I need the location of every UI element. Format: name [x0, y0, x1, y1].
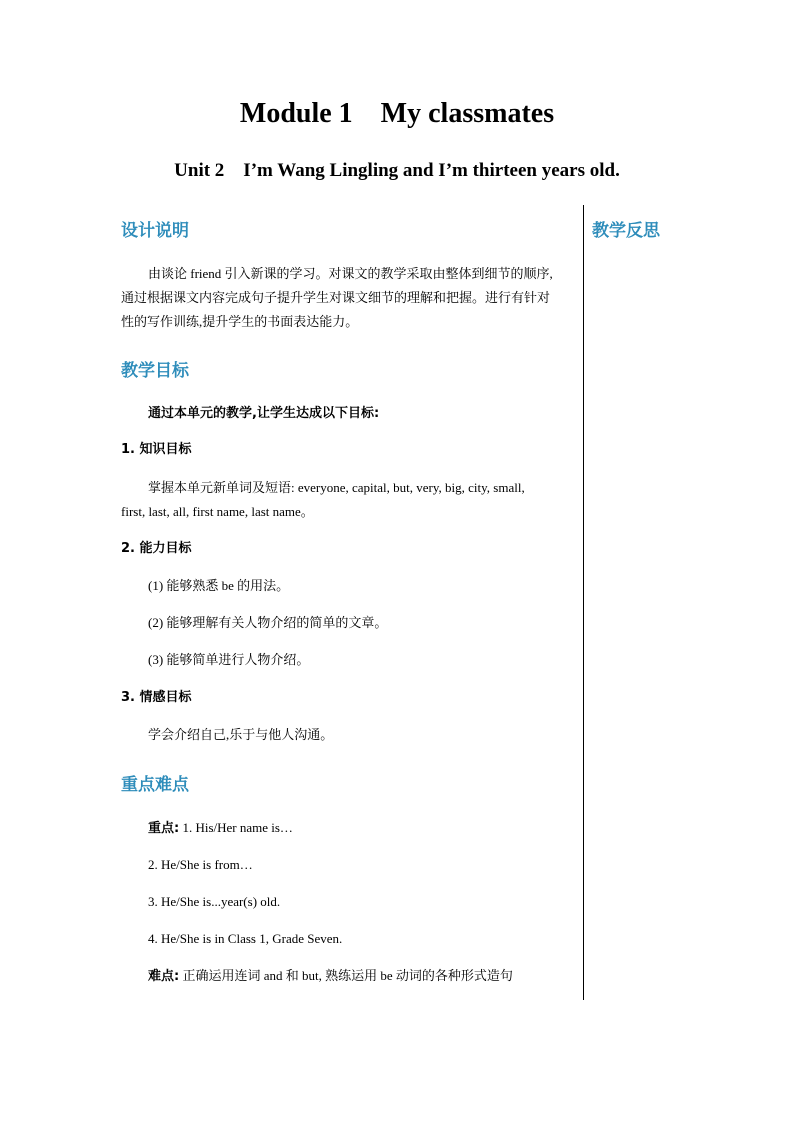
difficult-text: 正确运用连词 and 和 but, 熟练运用 be 动词的各种形式造句 [179, 968, 513, 983]
difficult-label: 难点: [148, 969, 180, 984]
goals-intro: 通过本单元的教学,让学生达成以下目标: [148, 406, 380, 421]
knowledge-line: first, last, all, first name, last name。 [121, 504, 314, 519]
emotion-text: 学会介绍自己,乐于与他人沟通。 [148, 727, 334, 742]
ability-item: (3) 能够简单进行人物介绍。 [148, 652, 310, 667]
key-item: 2. He/She is from… [148, 857, 253, 872]
page-title: Module 1 My classmates [239, 98, 555, 129]
key-item: 1. His/Her name is… [179, 820, 293, 835]
keypoints-heading: 重点难点 [121, 775, 189, 795]
column-divider [583, 205, 584, 1000]
design-line: 由谈论 friend 引入新课的学习。对课文的教学采取由整体到细节的顺序, [148, 266, 553, 281]
goals-heading: 教学目标 [121, 361, 189, 381]
ability-item: (1) 能够熟悉 be 的用法。 [148, 578, 290, 593]
knowledge-line: 掌握本单元新单词及短语: everyone, capital, but, very, big, city, small, [148, 480, 525, 495]
design-heading: 设计说明 [121, 221, 189, 241]
key-point-first [148, 820, 293, 837]
difficult-point [148, 968, 513, 985]
key-item: 4. He/She is in Class 1, Grade Seven. [148, 931, 343, 946]
page-subtitle: Unit 2 I’m Wang Lingling and I’m thirteen years old. [174, 160, 620, 181]
ability-heading: 2. 能力目标 [121, 541, 192, 556]
key-item: 3. He/She is...year(s) old. [148, 894, 281, 909]
design-line: 通过根据课文内容完成句子提升学生对课文细节的理解和把握。进行有针对 [121, 290, 551, 305]
design-line: 性的写作训练,提升学生的书面表达能力。 [121, 314, 359, 329]
ability-item: (2) 能够理解有关人物介绍的简单的文章。 [148, 615, 388, 630]
reflection-heading: 教学反思 [592, 221, 660, 241]
key-label: 重点: [148, 821, 180, 836]
emotion-heading: 3. 情感目标 [121, 690, 192, 705]
knowledge-heading: 1. 知识目标 [121, 442, 192, 457]
